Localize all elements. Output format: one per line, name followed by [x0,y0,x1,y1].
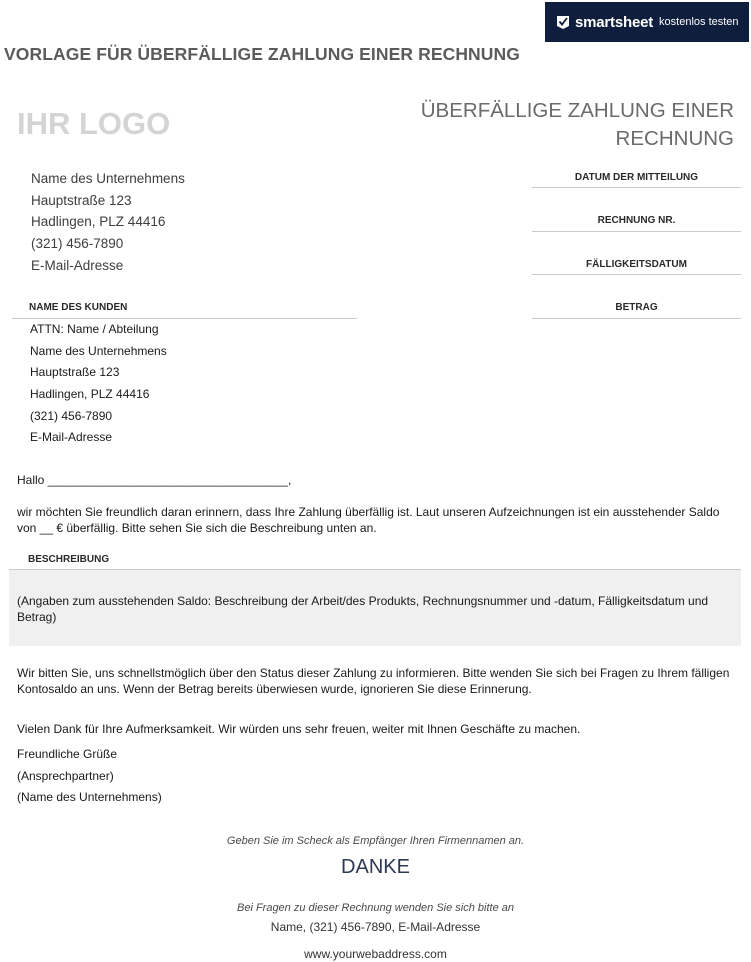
check-hint: Geben Sie im Scheck als Empfänger Ihren Firmennamen an. [226,835,525,847]
customer-city: Hadlingen, PLZ 44416 [30,387,150,402]
logo-placeholder: IHR LOGO [17,106,171,141]
customer-email: E-Mail-Adresse [30,430,113,445]
smartsheet-banner[interactable] [545,2,749,42]
invoice-heading-line2: RECHNUNG [615,127,734,150]
sender-city: Hadlingen, PLZ 44416 [31,214,166,230]
sender-street: Hauptstraße 123 [31,192,132,208]
greeting: Hallo ____________________________________, [17,473,292,487]
sender-phone: (321) 456-7890 [31,236,124,252]
customer-name-label: NAME DES KUNDEN [29,302,128,313]
invoice-heading [404,97,734,153]
notice-date-divider [532,187,741,188]
customer-address [30,319,167,449]
due-date-label: FÄLLIGKEITSDATUM [586,259,687,270]
brand-name: smartsheet [575,13,654,31]
customer-attn: ATTN: Name / Abteilung [30,322,159,336]
invoice-number-divider [532,231,741,232]
invoice-number-label: RECHNUNG NR. [597,215,676,226]
sender-email: E-Mail-Adresse [31,257,124,273]
description-text: (Angaben zum ausstehenden Saldo: Beschreibung der Arbeit/des Produkts, Rechnungsnummer und -datum, Fälligkeitsdatum und Betrag) [17,594,709,624]
closing-contact-person: (Ansprechpartner) [17,768,114,783]
amount-label: BETRAG [615,302,658,313]
notice-date-label: DATUM DER MITTEILUNG [574,172,699,183]
invoice-heading-line1: ÜBERFÄLLIGE ZAHLUNG EINER [420,99,734,122]
closing-block [17,744,162,809]
customer-phone: (321) 456-7890 [30,408,113,423]
reminder-paragraph: wir möchten Sie freundlich daran erinnern, dass Ihre Zahlung überfällig ist. Laut unseren Aufzeichnungen ist ein ausstehender Saldo von __ € überfällig. Bitte sehen Sie sich die Beschreibung unten an. [17,505,720,535]
smartsheet-logo-icon [557,16,569,29]
footer-contact: Name, (321) 456-7890, E-Mail-Adresse [270,920,481,934]
closing-company: (Name des Unternehmens) [17,790,162,805]
questions-hint: Bei Fragen zu dieser Rechnung wenden Sie sich bitte an [236,902,514,914]
document-title: VORLAGE FÜR ÜBERFÄLLIGE ZAHLUNG EINER RECHNUNG [4,44,520,64]
amount-divider [532,318,741,319]
footer-website[interactable]: www.yourwebaddress.com [304,947,447,961]
due-date-divider [532,274,741,275]
closing-regards: Freundliche Grüße [17,747,118,761]
request-paragraph: Wir bitten Sie, uns schnellstmöglich über den Status dieser Zahlung zu informieren. Bitte wenden Sie sich bei Fragen zu Ihrem fälligen Kontosaldo an uns. Wenn der Betrag bereits überwiesen wurde, ignorieren Sie diese Erinnerung. [17,666,730,696]
sender-company: Name des Unternehmens [31,171,185,186]
thanks-paragraph: Vielen Dank für Ihre Aufmerksamkeit. Wir würden uns sehr freuen, weiter mit Ihnen Geschäfte zu machen. [17,722,581,736]
description-label: BESCHREIBUNG [28,554,110,565]
free-trial-link[interactable]: kostenlos testen [659,16,739,28]
sender-address [31,168,185,276]
customer-company: Name des Unternehmens [30,343,167,358]
customer-street: Hauptstraße 123 [30,365,120,380]
thanks-heading: DANKE [341,856,410,878]
